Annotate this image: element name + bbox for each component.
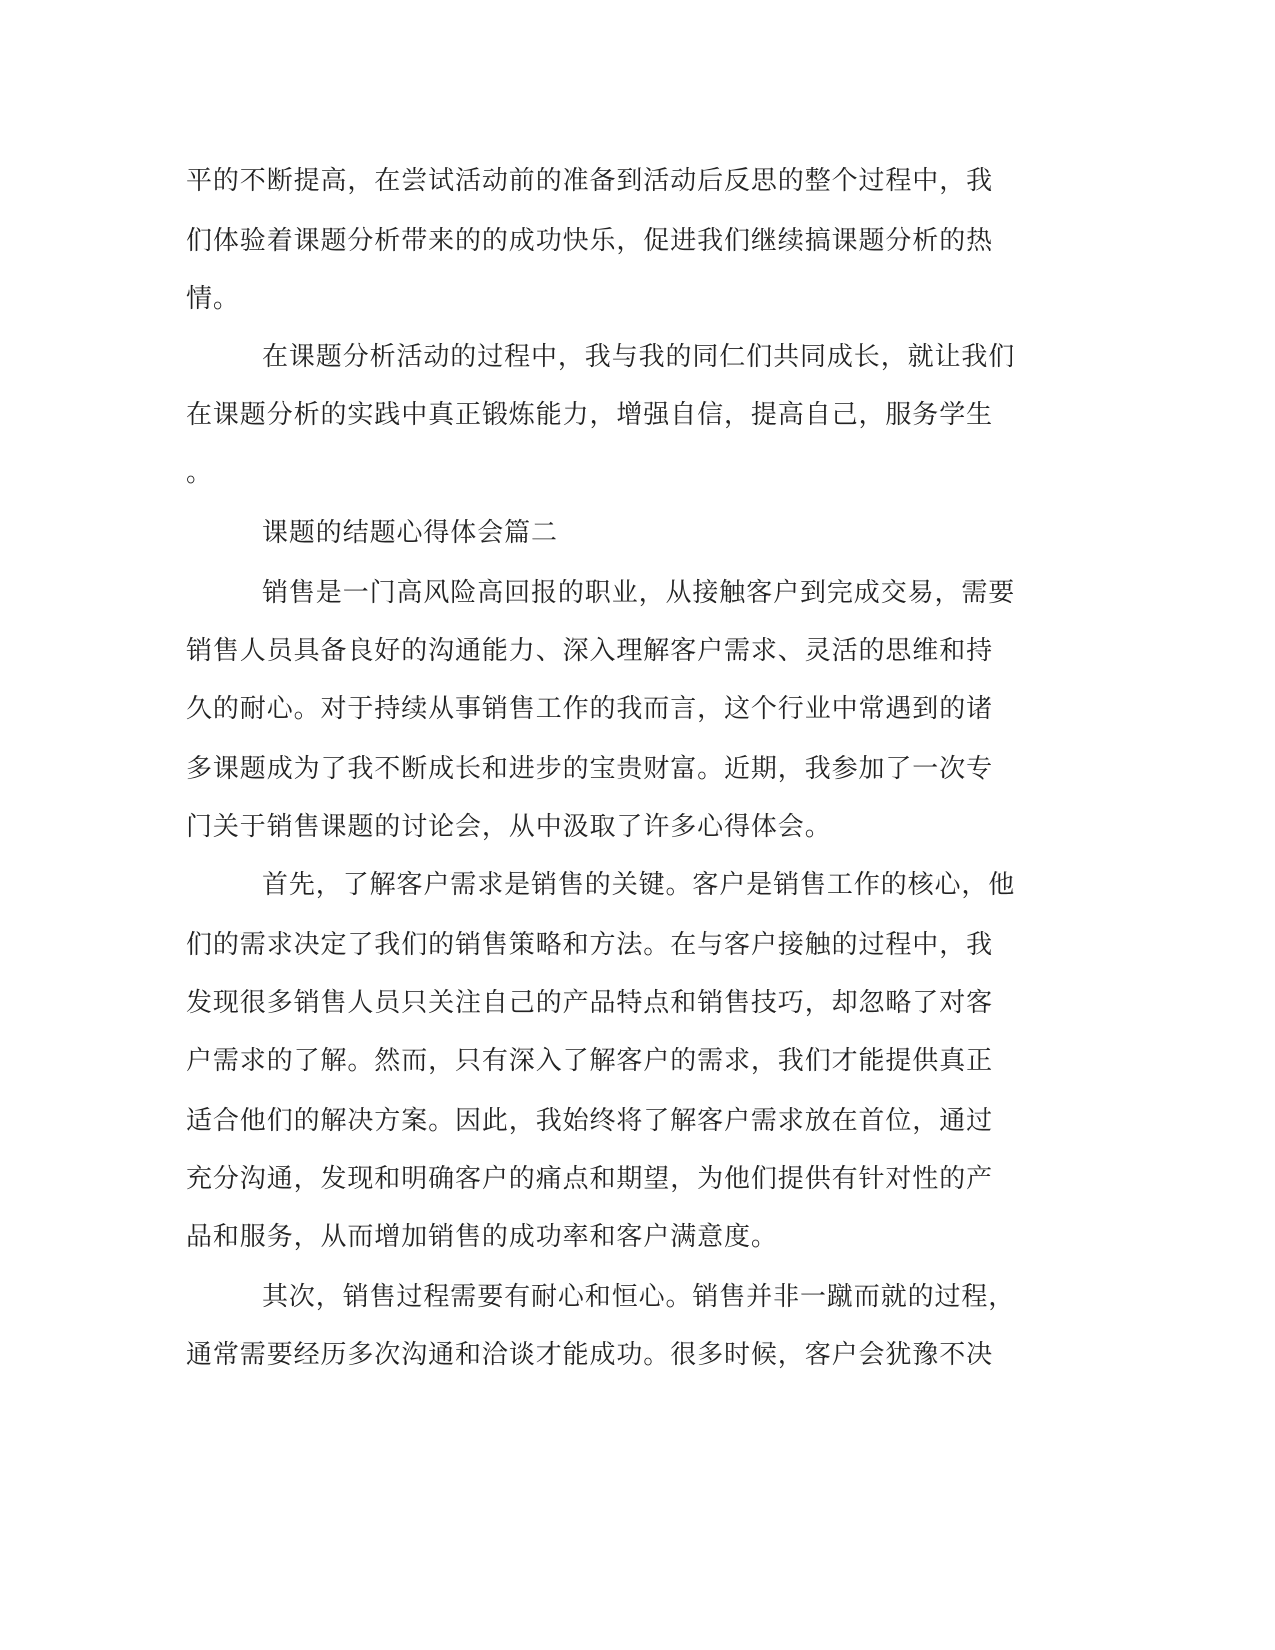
text-line: 在课题分析的实践中真正锻炼能力，增强自信，提高自己，服务学生 bbox=[186, 400, 994, 430]
text-line: 平的不断提高，在尝试活动前的准备到活动后反思的整个过程中，我 bbox=[186, 166, 994, 196]
text-line: 发现很多销售人员只关注自己的产品特点和销售技巧，却忽略了对客 bbox=[186, 988, 994, 1018]
text-line: 情。 bbox=[186, 284, 240, 314]
text-line: 通常需要经历多次沟通和洽谈才能成功。很多时候，客户会犹豫不决 bbox=[186, 1340, 994, 1370]
text-line: 在课题分析活动的过程中，我与我的同仁们共同成长，就让我们 bbox=[262, 342, 1016, 372]
text-line: 。 bbox=[186, 458, 213, 488]
text-line: 其次，销售过程需要有耐心和恒心。销售并非一蹴而就的过程， bbox=[262, 1282, 1016, 1312]
section-heading: 课题的结题心得体会篇二 bbox=[262, 518, 558, 548]
text-line: 充分沟通，发现和明确客户的痛点和期望，为他们提供有针对性的产 bbox=[186, 1164, 994, 1194]
text-line: 们体验着课题分析带来的的成功快乐，促进我们继续搞课题分析的热 bbox=[186, 226, 994, 256]
text-line: 首先，了解客户需求是销售的关键。客户是销售工作的核心，他 bbox=[262, 870, 1016, 900]
text-line: 门关于销售课题的讨论会，从中汲取了许多心得体会。 bbox=[186, 812, 832, 842]
text-line: 多课题成为了我不断成长和进步的宝贵财富。近期，我参加了一次专 bbox=[186, 754, 994, 784]
text-line: 适合他们的解决方案。因此，我始终将了解客户需求放在首位，通过 bbox=[186, 1106, 994, 1136]
text-line: 户需求的了解。然而，只有深入了解客户的需求，我们才能提供真正 bbox=[186, 1046, 994, 1076]
text-line: 销售是一门高风险高回报的职业，从接触客户到完成交易，需要 bbox=[262, 578, 1016, 608]
text-line: 久的耐心。对于持续从事销售工作的我而言，这个行业中常遇到的诸 bbox=[186, 694, 994, 724]
text-line: 们的需求决定了我们的销售策略和方法。在与客户接触的过程中，我 bbox=[186, 930, 994, 960]
text-line: 销售人员具备良好的沟通能力、深入理解客户需求、灵活的思维和持 bbox=[186, 636, 994, 666]
text-line: 品和服务，从而增加销售的成功率和客户满意度。 bbox=[186, 1222, 778, 1252]
